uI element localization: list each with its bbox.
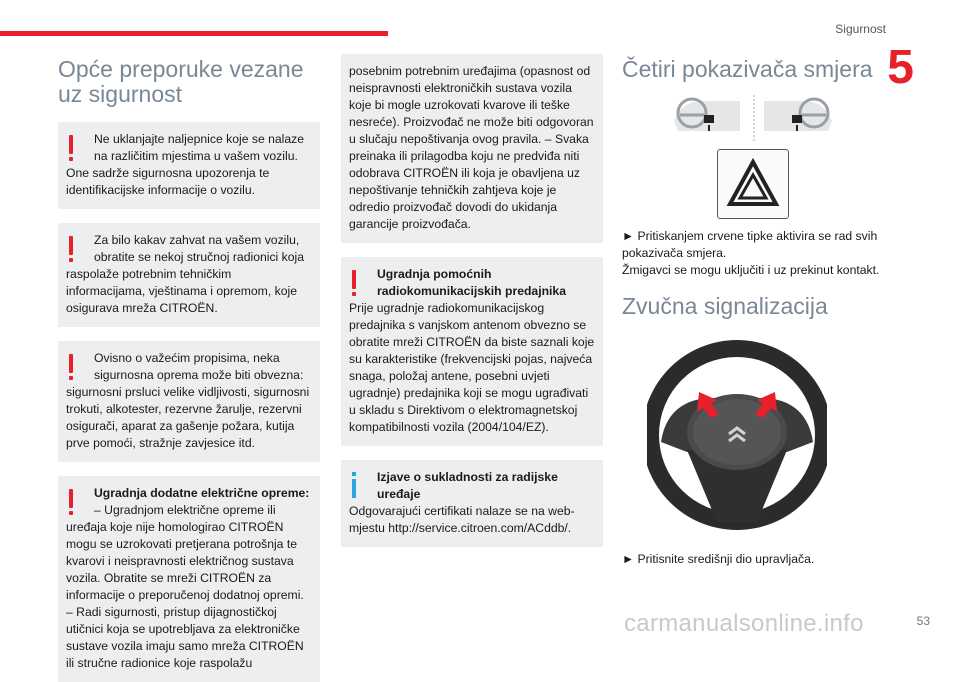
column-left — [58, 57, 320, 682]
warning-icon — [69, 489, 73, 517]
warning-text: na različitim mjestima u vašem vozilu. — [94, 149, 298, 163]
left-wheel-diagram — [674, 99, 740, 131]
warning-icon — [69, 135, 73, 163]
warning-text: One sadrže sigurnosna upozorenja te identifikacijske informacije o vozilu. — [66, 166, 270, 197]
warning-box-radio — [341, 257, 603, 446]
instruction-text: ► Pritisnite središnji dio upravljača. — [622, 552, 815, 566]
horn-instruction — [622, 551, 884, 568]
warning-text: sigurnosna oprema može biti obvezna: — [94, 368, 304, 382]
info-text: Odgovarajući certifikati nalaze se na web-mjestu http://service.citroen.com/ACddb/. — [349, 504, 575, 535]
warning-text: Ovisno o važećim propisima, neka — [94, 351, 280, 365]
page-number: 53 — [916, 614, 930, 628]
warning-title: Ugradnja dodatne električne opreme: — [94, 486, 310, 500]
general-recommendations-heading: Opće preporuke vezane uz sigurnost — [58, 56, 304, 107]
hazard-button-illustration — [717, 149, 789, 219]
note-text: Žmigavci se mogu uključiti i uz prekinut kontakt. — [622, 263, 880, 277]
column-right — [622, 56, 884, 566]
warning-icon — [69, 354, 73, 382]
warning-box-safety-equipment — [58, 341, 320, 462]
warning-title: Ugradnja pomoćnih radiokomunikacijskih predajnika — [377, 267, 566, 298]
warning-text: – Ugradnjom električne opreme ili — [94, 503, 276, 517]
warning-text: posebnim potrebnim uređajima (opasnost od neispravnosti elektroničkih sustava vozila koje bi mogle uzrokovati kvarove ili teške nesreće). Proizvođač ne može biti odgovoran u slučaju nepoštivanja ovog pravila. – Svaka preinaka ili prilagodba koju ne predviđa niti odobrava CITROËN ili koja je obavljena uz nepoštivanje tehničkih zahtjeva koje je odredio proizvođač dovodi do ukidanja garancije proizvođača. — [349, 64, 594, 231]
chapter-number: 5 — [887, 41, 914, 94]
warning-box-electrical-equipment — [58, 476, 320, 682]
section-title: Sigurnost — [835, 22, 886, 36]
instruction-text: ► Pritiskanjem crvene tipke aktivira se rad svih pokazivača smjera. — [622, 229, 878, 260]
warning-text: uređaja koje nije homologirao CITROËN mogu se uzrokovati pretjerana potrošnja te kvarovi i neispravnosti električnog sustava vozila. Obratite se mreži CITROËN za informacije o preporučenoj dodatnoj opremi. – Radi sigurnosti, pristup dijagnostičkoj utičnici koja se upotrebljava za elektroničke sustave vozila imaju samo mreža CITROËN ili stručne radionice koje raspolažu — [66, 520, 304, 670]
steering-wheel-illustration — [647, 332, 827, 542]
warning-text: Prije ugradnje radiokomunikacijskog predajnika s vanjskom antenom obvezno se obratite mreži CITROËN da biste saznali koje su karakteristike (frekvencijski pojas, najveća snaga, položaj antene, posebni uvjeti ugradnje) predajnika koji se mogu ugrađivati u skladu s Direktivom o elektromagnetskoj kompatibilnosti vozila (2004/104/EZ). — [349, 301, 595, 434]
right-wheel-diagram — [764, 99, 832, 131]
info-icon — [352, 472, 356, 500]
warning-text: obratite se nekoj stručnoj radionici koja — [94, 250, 305, 264]
horn-heading: Zvučna signalizacija — [622, 293, 828, 319]
hazard-triangle-icon — [718, 150, 788, 218]
warning-text: Za bilo kakav zahvat na vašem vozilu, — [94, 233, 300, 247]
dashboard-diagram — [622, 93, 884, 143]
warning-box-workshop — [58, 223, 320, 327]
warning-box-continued — [341, 54, 603, 243]
watermark: carmanualsonline.info — [624, 610, 864, 637]
warning-text: sigurnosni prsluci velike vidljivosti, sigurnosni trokuti, alkotester, rezervne žarulje, rezervni osigurači, aparat za gašenje požara, kutija prve pomoći, stražnje zavjesice itd. — [66, 385, 310, 450]
hazard-lights-heading: Četiri pokazivača smjera — [622, 56, 873, 82]
warning-box-labels — [58, 122, 320, 209]
info-box-declarations — [341, 460, 603, 547]
hazard-instructions — [622, 228, 884, 279]
warning-text: Ne uklanjajte naljepnice koje se nalaze — [94, 132, 305, 146]
top-red-bar — [0, 31, 388, 36]
warning-icon — [352, 270, 356, 298]
column-middle — [341, 54, 603, 547]
warning-icon — [69, 236, 73, 264]
warning-text: raspolaže potrebnim tehničkim informacijama, vještinama i opremom, koje osigurava mreža CITROËN. — [66, 267, 297, 315]
info-title: Izjave o sukladnosti za radijske uređaje — [377, 470, 558, 501]
